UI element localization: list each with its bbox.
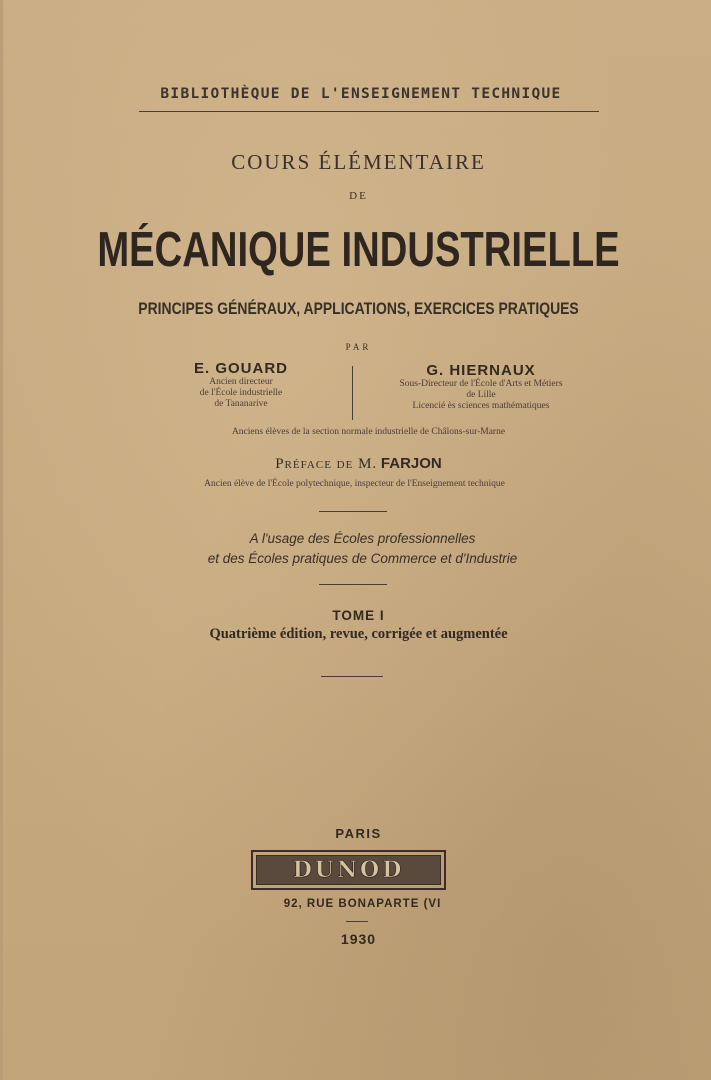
author-credential: Licencié ès sciences mathématiques [412, 401, 550, 411]
tome-label: TOME I [332, 608, 385, 623]
anciens-note: Anciens élèves de la section normale industrielle de Châlons-sur-Marne [231, 427, 506, 437]
author-credential: Sous-Directeur de l'École d'Arts et Métiers [399, 379, 563, 389]
publisher-logo-inner [256, 855, 441, 885]
title-de: DE [349, 190, 368, 202]
preface-description: Ancien élève de l'École polytechnique, inspecteur de l'Enseignement technique [204, 479, 505, 489]
preface-label: Préface de M. [275, 456, 378, 472]
preface-line [3, 455, 711, 473]
publisher-address: 92, RUE BONAPARTE (VI [283, 898, 442, 910]
publisher-logo [251, 850, 446, 890]
author-credential: de Tananarive [214, 399, 268, 409]
author-name: G. HIERNAUX [426, 362, 536, 379]
series-title: BIBLIOTHÈQUE DE L'ENSEIGNEMENT TECHNIQUE [160, 86, 562, 102]
year-rule [346, 921, 368, 922]
author-divider [352, 366, 353, 420]
usage-note [7, 529, 711, 569]
ornament-rule [321, 676, 383, 677]
publisher-name: DUNOD [292, 857, 405, 883]
author-credential: Ancien directeur [209, 377, 273, 387]
series-rule [139, 111, 599, 112]
section-rule [319, 511, 387, 512]
subtitle: PRINCIPES GÉNÉRAUX, APPLICATIONS, EXERCICES PRATIQUES [138, 299, 579, 318]
publisher-city: PARIS [335, 826, 382, 841]
section-rule [319, 584, 387, 585]
author-name: E. GOUARD [193, 360, 288, 377]
title-line-1: COURS ÉLÉMENTAIRE [231, 150, 486, 174]
author-hiernaux [361, 362, 601, 412]
author-gouard [161, 360, 321, 410]
publication-year: 1930 [340, 931, 377, 947]
main-title: MÉCANIQUE INDUSTRIELLE [97, 223, 620, 277]
author-credential: de l'École industrielle [199, 388, 283, 398]
par-label: PAR [345, 342, 372, 352]
usage-line-1: A l'usage des Écoles professionnelles [249, 531, 476, 546]
usage-line-2: et des Écoles pratiques de Commerce et d'Industrie [207, 551, 518, 566]
preface-name: FARJON [380, 455, 442, 472]
author-credential: de Lille [466, 390, 496, 400]
edition-note: Quatrième édition, revue, corrigée et augmentée [209, 626, 508, 642]
